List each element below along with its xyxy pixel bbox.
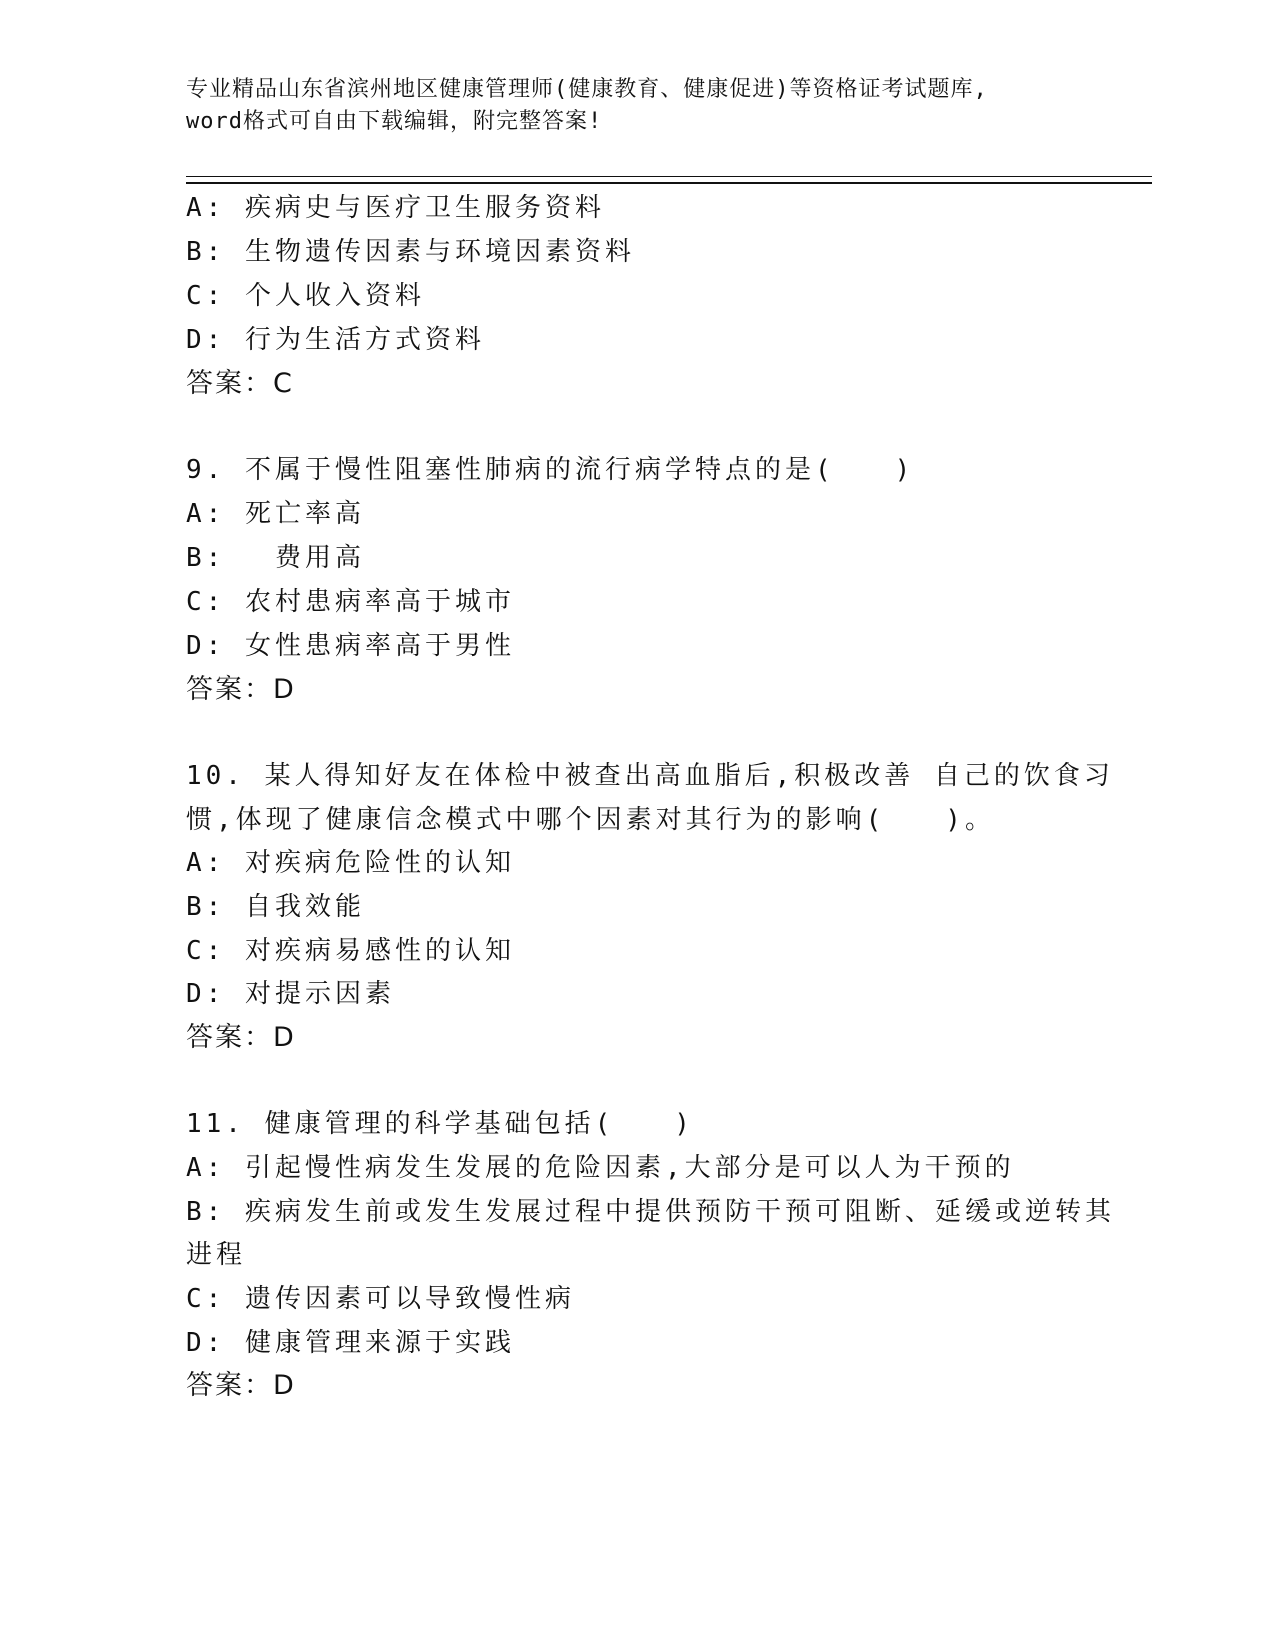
q11-answer: 答案：D: [186, 1370, 296, 1401]
q10-option-c: C: 对疾病易感性的认知: [186, 936, 515, 966]
q8-answer: 答案：C: [186, 368, 294, 399]
q11-option-b-line-2: 进程: [186, 1240, 247, 1270]
header-divider-thin: [186, 176, 1152, 177]
header-divider-thick: [186, 182, 1152, 184]
q11-option-b-line-1: B: 疾病发生前或发生发展过程中提供预防干预可阻断、延缓或逆转其: [186, 1197, 1115, 1227]
header-title-line-2: word格式可自由下载编辑，附完整答案!: [186, 109, 603, 134]
q9-option-d: D: 女性患病率高于男性: [186, 631, 515, 661]
q9-option-a: A: 死亡率高: [186, 499, 365, 529]
q8-option-c: C: 个人收入资料: [186, 281, 425, 311]
q11-stem: 11. 健康管理的科学基础包括( ): [186, 1109, 694, 1139]
q8-option-a: A: 疾病史与医疗卫生服务资料: [186, 193, 605, 223]
q10-answer: 答案：D: [186, 1022, 296, 1053]
q8-option-b: B: 生物遗传因素与环境因素资料: [186, 237, 635, 267]
q9-option-c: C: 农村患病率高于城市: [186, 587, 515, 617]
q10-stem-line-2: 惯,体现了健康信念模式中哪个因素对其行为的影响( )。: [186, 805, 995, 835]
q11-option-a: A: 引起慢性病发生发展的危险因素,大部分是可以人为干预的: [186, 1153, 1015, 1183]
document-header: [186, 74, 1086, 138]
q9-answer: 答案：D: [186, 674, 296, 705]
q10-option-a: A: 对疾病危险性的认知: [186, 848, 515, 878]
header-title-line-1: 专业精品山东省滨州地区健康管理师(健康教育、健康促进)等资格证考试题库,: [186, 77, 988, 102]
q11-option-d: D: 健康管理来源于实践: [186, 1328, 515, 1358]
q11-option-c: C: 遗传因素可以导致慢性病: [186, 1284, 575, 1314]
q8-option-d: D: 行为生活方式资料: [186, 325, 485, 355]
q10-option-b: B: 自我效能: [186, 892, 365, 922]
q9-stem: 9. 不属于慢性阻塞性肺病的流行病学特点的是( ): [186, 455, 915, 485]
q10-option-d: D: 对提示因素: [186, 979, 395, 1009]
q9-option-b: B: 费用高: [186, 543, 365, 573]
q10-stem-line-1: 10. 某人得知好友在体检中被查出高血脂后,积极改善 自己的饮食习: [186, 761, 1114, 791]
